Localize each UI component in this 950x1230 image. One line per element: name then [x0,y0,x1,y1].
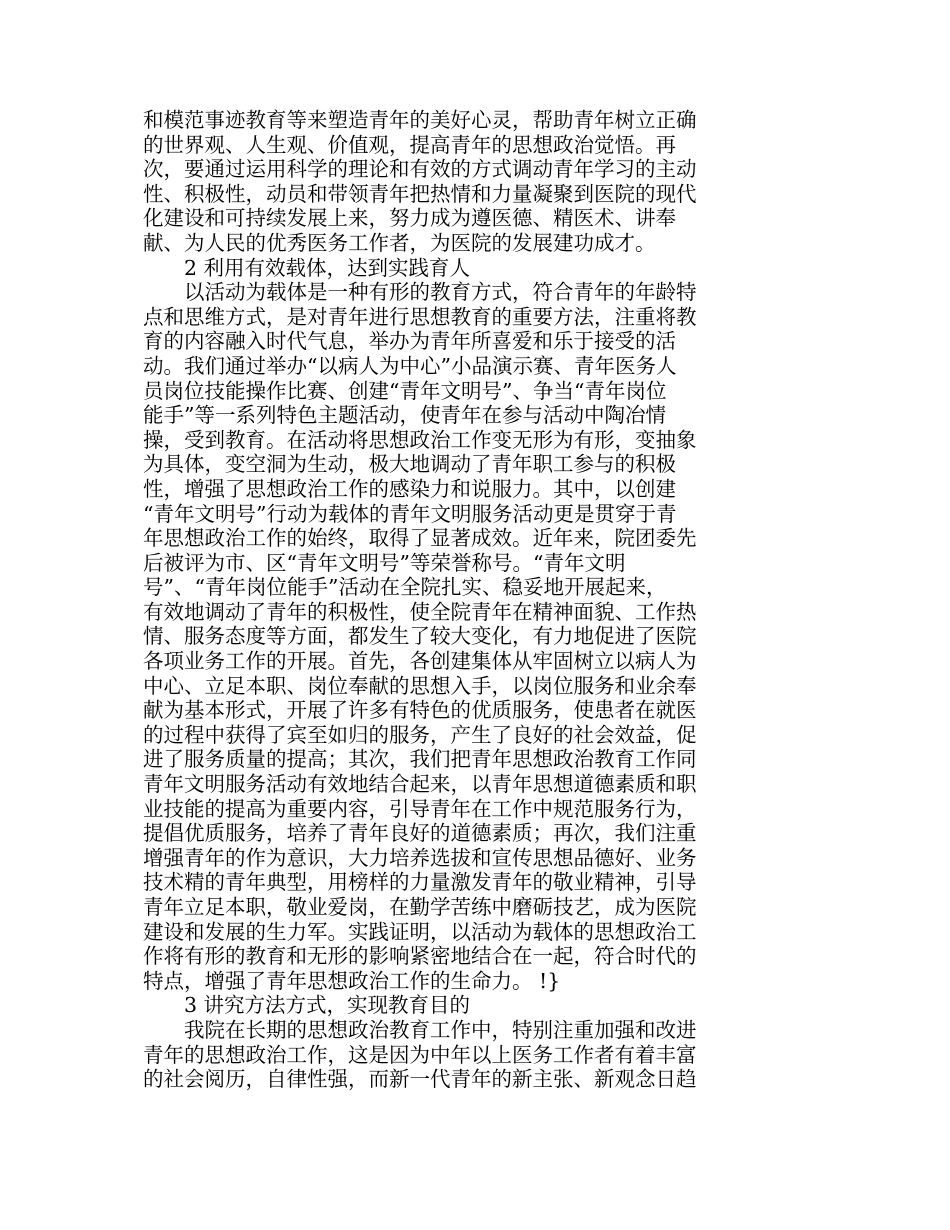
section-heading-3: 3 讲究方法方式，实现教育目的 [184,993,471,1018]
text-line: 的过程中获得了宾至如归的服务，产生了良好的社会效益，促 [143,722,697,747]
text-line: 动。我们通过举办“以病人为中心”小品演示赛、青年医务人 [143,353,677,378]
text-line: 能手”等一系列特色主题活动，使青年在参与活动中陶冶情 [143,403,666,428]
text-line: 的世界观、人生观、价值观，提高青年的思想政治觉悟。再 [143,132,676,157]
text-line: 情、服务态度等方面，都发生了较大变化，有力地促进了医院 [143,624,697,649]
text-line: 点和思维方式，是对青年进行思想教育的重要方法，注重将教 [143,304,697,329]
text-line: 中心、立足本职、岗位奉献的思想入手，以岗位服务和业余奉 [143,673,697,698]
text-line: 作将有形的教育和无形的影响紧密地结合在一起，符合时代的 [143,944,697,969]
text-line: 化建设和可持续发展上来，努力成为遵医德、精医术、讲奉 [143,206,676,231]
text-line: 后被评为市、区“青年文明号”等荣誉称号。“青年文明 [143,550,626,575]
text-line: 的社会阅历，自律性强，而新一代青年的新主张、新观念日趋 [143,1067,697,1092]
text-line: 年思想政治工作的始终，取得了显著成效。近年来，院团委先 [143,526,697,551]
section-heading-2: 2 利用有效载体，达到实践育人 [184,255,471,280]
text-line: 次，要通过运用科学的理论和有效的方式调动青年学习的主动 [143,157,697,182]
text-line: 技术精的青年典型，用榜样的力量激发青年的敬业精神，引导 [143,870,697,895]
text-line: 进了服务质量的提高；其次，我们把青年思想政治教育工作同 [143,747,697,772]
text-line: 号”、“青年岗位能手”活动在全院扎实、稳妥地开展起来， [143,575,667,600]
text-line: 操，受到教育。在活动将思想政治工作变无形为有形，变抽象 [143,427,697,452]
text-line: 业技能的提高为重要内容，引导青年在工作中规范服务行为， [143,796,697,821]
text-line: 青年的思想政治工作，这是因为中年以上医务工作者有着丰富 [143,1042,697,1067]
text-line: 有效地调动了青年的积极性，使全院青年在精神面貌、工作热 [143,599,697,624]
text-line: 提倡优质服务，培养了青年良好的道德素质；再次，我们注重 [143,821,697,846]
text-line: 增强青年的作为意识，大力培养选拔和宣传思想品德好、业务 [143,845,697,870]
text-line: 献为基本形式，开展了许多有特色的优质服务，使患者在就医 [143,698,697,723]
text-line: 性、积极性，动员和带领青年把热情和力量凝聚到医院的现代 [143,181,697,206]
text-line: 以活动为载体是一种有形的教育方式，符合青年的年龄特 [184,280,697,305]
section-3-body [143,1018,733,1092]
paragraph-continuation [143,108,733,256]
text-line: 各项业务工作的开展。首先，各创建集体从牢固树立以病人为 [143,649,697,674]
text-line: 青年文明服务活动有效地结合起来，以青年思想道德素质和职 [143,772,697,797]
text-line: 建设和发展的生力军。实践证明，以活动为载体的思想政治工 [143,919,697,944]
text-line: 为具体，变空洞为生动，极大地调动了青年职工参与的积极 [143,452,676,477]
document-page [143,108,733,1092]
text-line: 性，增强了思想政治工作的感染力和说服力。其中，以创建 [143,476,676,501]
text-line: 特点，增强了青年思想政治工作的生命力。 !} [143,968,561,993]
text-line: 献、为人民的优秀医务工作者，为医院的发展建功成才。 [143,230,656,255]
section-2-body [143,280,733,993]
text-line: “青年文明号”行动为载体的青年文明服务活动更是贯穿于青 [143,501,677,526]
text-line: 员岗位技能操作比赛、创建“青年文明号”、争当“青年岗位 [143,378,667,403]
text-line: 育的内容融入时代气息，举办为青年所喜爱和乐于接受的活 [143,329,676,354]
text-line: 和模范事迹教育等来塑造青年的美好心灵，帮助青年树立正确 [143,108,697,132]
text-line: 我院在长期的思想政治教育工作中，特别注重加强和改进 [184,1017,697,1042]
text-line: 青年立足本职，敬业爱岗，在勤学苦练中磨砺技艺，成为医院 [143,895,697,919]
